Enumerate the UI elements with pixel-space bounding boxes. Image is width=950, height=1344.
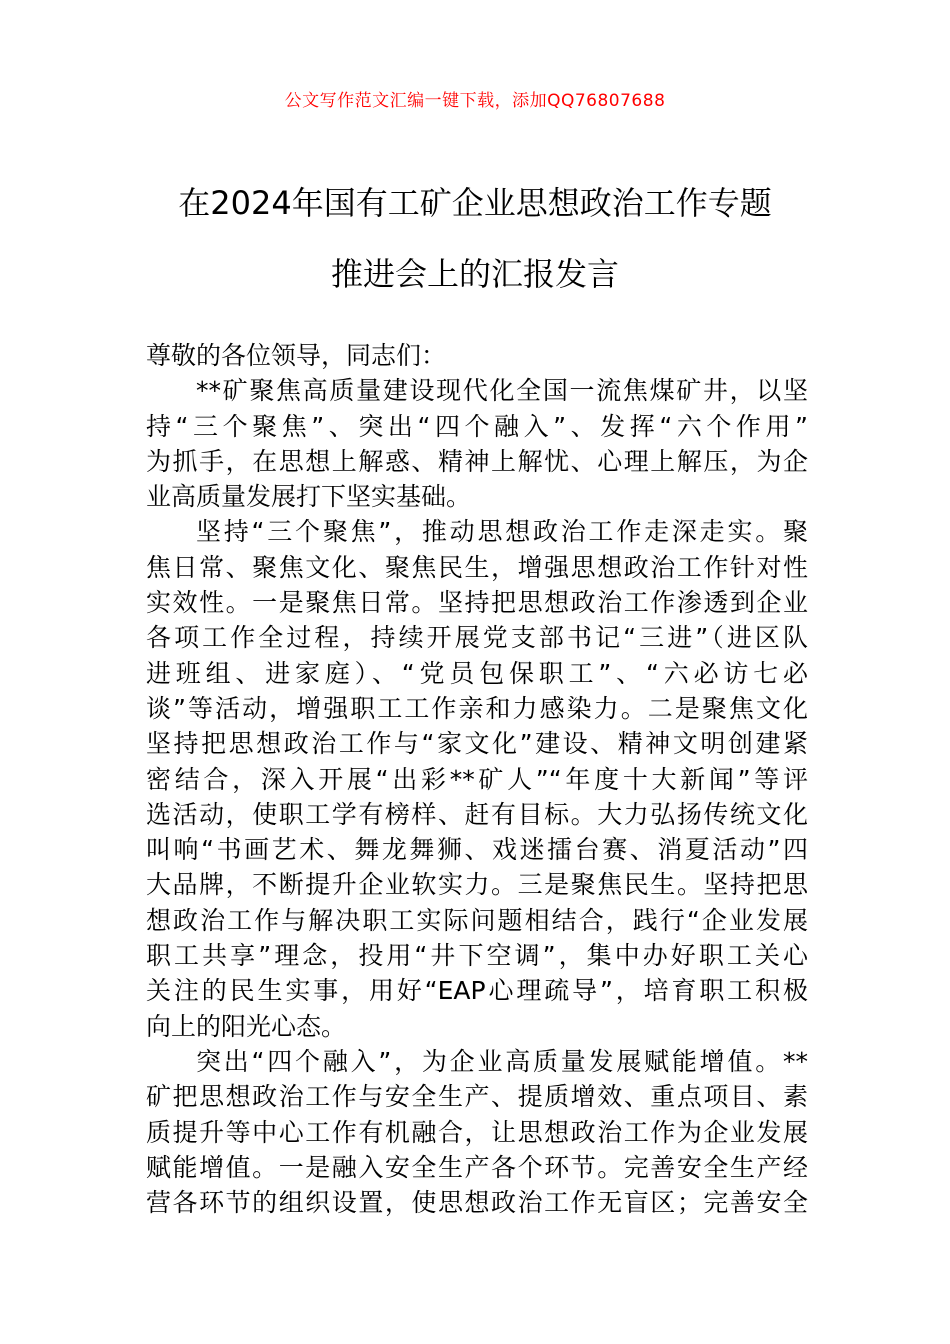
- paragraph-line: 突出“四个融入”，为企业高质量发展赋能增值。**: [196, 1046, 808, 1076]
- paragraph-line: 营各环节的组织设置，使思想政治工作无盲区；完善安全: [146, 1188, 808, 1218]
- paragraph-3: [146, 1044, 808, 1220]
- paragraph-line: 坚持把思想政治工作与“家文化”建设、精神文明创建紧: [146, 729, 808, 759]
- paragraph-line: **矿聚焦高质量建设现代化全国一流焦煤矿井，以坚: [196, 376, 808, 406]
- paragraph-line: 大品牌，不断提升企业软实力。三是聚焦民生。坚持把思: [146, 870, 808, 900]
- document-body: [146, 338, 808, 1220]
- paragraph-1: [146, 373, 808, 514]
- paragraph-line: 矿把思想政治工作与安全生产、提质增效、重点项目、素: [146, 1082, 808, 1112]
- paragraph-line: 坚持“三个聚焦”，推动思想政治工作走深走实。聚: [196, 517, 808, 547]
- document-title: [120, 168, 830, 310]
- paragraph-line: 选活动，使职工学有榜样、赶有目标。大力弘扬传统文化: [146, 799, 808, 829]
- paragraph-line: 业高质量发展打下坚实基础。: [146, 482, 472, 512]
- paragraph-line: 各项工作全过程，持续开展党支部书记“三进”（进区队: [146, 623, 808, 653]
- paragraph-line: 密结合，深入开展“出彩**矿人”“年度十大新闻”等评: [146, 764, 808, 794]
- title-line: 推进会上的汇报发言: [330, 255, 619, 293]
- paragraph-line: 关注的民生实事，用好“EAP心理疏导”，培育职工积极: [146, 976, 808, 1006]
- title-line: 在2024年国有工矿企业思想政治工作专题: [178, 184, 772, 222]
- paragraph-line: 赋能增值。一是融入安全生产各个环节。完善安全生产经: [146, 1152, 808, 1182]
- paragraph-2: [146, 514, 808, 1043]
- header-note: 公文写作范文汇编一键下载，添加QQ76807688: [284, 91, 666, 111]
- paragraph-line: 焦日常、聚焦文化、聚焦民生，增强思想政治工作针对性: [146, 552, 808, 582]
- paragraph-line: 谈”等活动，增强职工工作亲和力感染力。二是聚焦文化: [146, 693, 808, 723]
- paragraph-line: 想政治工作与解决职工实际问题相结合，践行“企业发展: [146, 905, 808, 935]
- paragraph-line: 质提升等中心工作有机融合，让思想政治工作为企业发展: [146, 1117, 808, 1147]
- paragraph-line: 向上的阳光心态。: [146, 1011, 347, 1041]
- paragraph-line: 进班组、进家庭）、“党员包保职工”、“六必访七必: [146, 658, 808, 688]
- salutation: 尊敬的各位领导，同志们：: [146, 341, 447, 370]
- paragraph-line: 为抓手，在思想上解惑、精神上解忧、心理上解压，为企: [146, 446, 808, 476]
- paragraph-line: 叫响“书画艺术、舞龙舞狮、戏迷擂台赛、消夏活动”四: [146, 835, 808, 865]
- paragraph-line: 职工共享”理念，投用“井下空调”，集中办好职工关心: [146, 941, 808, 971]
- paragraph-line: 实效性。一是聚焦日常。坚持把思想政治工作渗透到企业: [146, 588, 808, 618]
- paragraph-line: 持“三个聚焦”、突出“四个融入”、发挥“六个作用”: [146, 411, 808, 441]
